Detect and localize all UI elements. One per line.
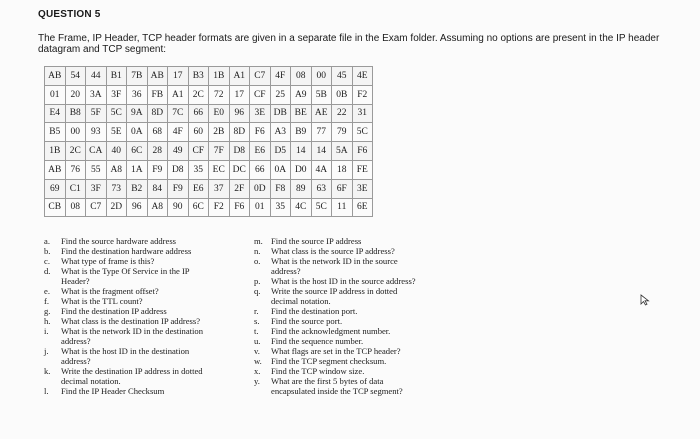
- question-label: [44, 376, 61, 386]
- question-label: g.: [44, 306, 51, 316]
- question-item: [254, 366, 504, 376]
- question-text: What is the network ID in the source: [271, 256, 398, 266]
- hex-cell: C7: [250, 67, 271, 86]
- question-label: [44, 276, 61, 286]
- question-label: y.: [254, 376, 260, 386]
- question-label: [254, 296, 271, 306]
- hex-cell: 5A: [332, 142, 353, 161]
- question-label: v.: [254, 346, 260, 356]
- hex-cell: 7F: [209, 142, 230, 161]
- hex-cell: E6: [250, 142, 271, 161]
- hex-cell: 2C: [65, 142, 86, 161]
- hex-cell: 3F: [106, 85, 127, 104]
- hex-cell: 37: [209, 179, 230, 198]
- hex-cell: 00: [311, 67, 332, 86]
- question-item: [254, 336, 504, 346]
- hex-cell: BE: [291, 104, 312, 123]
- hex-cell: 1B: [45, 142, 66, 161]
- hex-cell: 44: [86, 67, 107, 86]
- question-item: [44, 286, 259, 296]
- question-label: o.: [254, 256, 261, 266]
- hex-cell: 66: [188, 104, 209, 123]
- question-label: k.: [44, 366, 51, 376]
- question-item: [254, 386, 504, 396]
- question-item: [44, 296, 259, 306]
- hex-cell: CF: [250, 85, 271, 104]
- hex-cell: 31: [352, 104, 373, 123]
- question-text: What is the fragment offset?: [61, 286, 159, 296]
- hex-row: [45, 160, 373, 179]
- question-item: [254, 356, 504, 366]
- question-item: [254, 256, 504, 266]
- question-label: b.: [44, 246, 51, 256]
- question-label: x.: [254, 366, 261, 376]
- question-item: [44, 256, 259, 266]
- question-label: s.: [254, 316, 260, 326]
- question-item: [44, 306, 259, 316]
- hex-cell: B3: [188, 67, 209, 86]
- question-text: Find the source IP address: [271, 236, 362, 246]
- hex-cell: 6E: [352, 198, 373, 217]
- question-item: [44, 276, 259, 286]
- hex-cell: E4: [45, 104, 66, 123]
- hex-cell: 5C: [352, 123, 373, 142]
- question-item: [44, 386, 259, 396]
- hex-row: [45, 67, 373, 86]
- hex-cell: 79: [332, 123, 353, 142]
- hex-cell: 49: [168, 142, 189, 161]
- question-label: l.: [44, 386, 49, 396]
- hex-cell: 68: [147, 123, 168, 142]
- hex-cell: 17: [229, 85, 250, 104]
- hex-cell: F2: [352, 85, 373, 104]
- hex-cell: EC: [209, 160, 230, 179]
- question-text: What is the host ID in the source address?: [271, 276, 416, 286]
- question-item: [254, 246, 504, 256]
- question-text: Find the IP Header Checksum: [61, 386, 165, 396]
- hex-row: [45, 104, 373, 123]
- question-label: [44, 336, 61, 346]
- question-item: [254, 346, 504, 356]
- question-text: What is the TTL count?: [61, 296, 143, 306]
- hex-cell: 7C: [168, 104, 189, 123]
- hex-cell: 5B: [311, 85, 332, 104]
- hex-cell: 35: [188, 160, 209, 179]
- hex-cell: 5C: [106, 104, 127, 123]
- hex-cell: 66: [250, 160, 271, 179]
- hex-cell: B1: [106, 67, 127, 86]
- question-text: Write the source IP address in dotted: [271, 286, 398, 296]
- hex-cell: 63: [311, 179, 332, 198]
- hex-cell: 55: [86, 160, 107, 179]
- hex-cell: 3E: [250, 104, 271, 123]
- question-item: [44, 376, 259, 386]
- question-text: What type of frame is this?: [61, 256, 155, 266]
- hex-cell: 96: [229, 104, 250, 123]
- hex-cell: 89: [291, 179, 312, 198]
- question-heading: QUESTION 5: [38, 9, 101, 20]
- question-label: r.: [254, 306, 259, 316]
- question-label: j.: [44, 346, 49, 356]
- hex-cell: 2B: [209, 123, 230, 142]
- question-label: d.: [44, 266, 51, 276]
- hex-cell: F6: [250, 123, 271, 142]
- hex-cell: 40: [106, 142, 127, 161]
- hex-cell: 14: [291, 142, 312, 161]
- hex-cell: 6C: [127, 142, 148, 161]
- question-text: Find the TCP window size.: [271, 366, 365, 376]
- question-text: decimal notation.: [271, 296, 331, 306]
- question-label: w.: [254, 356, 262, 366]
- question-label: u.: [254, 336, 261, 346]
- hex-cell: 0B: [332, 85, 353, 104]
- question-label: [254, 386, 271, 396]
- hex-cell: 17: [168, 67, 189, 86]
- hex-cell: 0A: [270, 160, 291, 179]
- question-item: [44, 326, 259, 336]
- question-text: Find the destination port.: [271, 306, 358, 316]
- question-text: Find the source port.: [271, 316, 343, 326]
- question-item: [44, 236, 259, 246]
- question-item: [254, 306, 504, 316]
- hex-cell: 14: [311, 142, 332, 161]
- hex-cell: 01: [45, 85, 66, 104]
- hex-cell: D5: [270, 142, 291, 161]
- hex-cell: 3A: [86, 85, 107, 104]
- hex-cell: 3E: [352, 179, 373, 198]
- hex-cell: 8D: [229, 123, 250, 142]
- hex-cell: 08: [291, 67, 312, 86]
- question-label: f.: [44, 296, 50, 306]
- question-intro: [38, 33, 698, 55]
- hex-row: [45, 179, 373, 198]
- hex-cell: CB: [45, 198, 66, 217]
- hex-row: [45, 85, 373, 104]
- hex-cell: E6: [188, 179, 209, 198]
- hex-cell: A8: [106, 160, 127, 179]
- question-item: [44, 246, 259, 256]
- hex-cell: 4F: [168, 123, 189, 142]
- hex-cell: A3: [270, 123, 291, 142]
- question-text: What is the host ID in the destination: [61, 346, 190, 356]
- hex-cell: 2D: [106, 198, 127, 217]
- question-text: What class is the source IP address?: [271, 246, 395, 256]
- question-item: [254, 276, 504, 286]
- intro-line-1: The Frame, IP Header, TCP header formats are given in a separate file in the Exam folder. Assuming no options are present in the IP header: [38, 33, 660, 44]
- mouse-pointer-icon: [640, 294, 650, 306]
- hex-cell: D0: [291, 160, 312, 179]
- question-item: [254, 266, 504, 276]
- question-item: [254, 326, 504, 336]
- hex-cell: 45: [332, 67, 353, 86]
- hex-cell: F9: [168, 179, 189, 198]
- question-text: address?: [271, 266, 301, 276]
- hex-cell: B2: [127, 179, 148, 198]
- hex-cell: 36: [127, 85, 148, 104]
- hex-cell: F6: [352, 142, 373, 161]
- hex-cell: C1: [65, 179, 86, 198]
- question-text: encapsulated inside the TCP segment?: [271, 386, 403, 396]
- hex-cell: F9: [147, 160, 168, 179]
- hex-cell: 11: [332, 198, 353, 217]
- question-item: [44, 336, 259, 346]
- question-item: [44, 316, 259, 326]
- question-text: Find the destination hardware address: [61, 246, 192, 256]
- question-label: h.: [44, 316, 51, 326]
- question-item: [254, 236, 504, 246]
- hex-cell: F6: [229, 198, 250, 217]
- hex-cell: 6F: [332, 179, 353, 198]
- hex-cell: FE: [352, 160, 373, 179]
- question-label: [254, 266, 271, 276]
- question-text: address?: [61, 356, 91, 366]
- question-text: What class is the destination IP address?: [61, 316, 201, 326]
- hex-cell: 69: [45, 179, 66, 198]
- question-text: Find the source hardware address: [61, 236, 177, 246]
- hex-cell: 00: [65, 123, 86, 142]
- question-text: What are the first 5 bytes of data: [271, 376, 384, 386]
- hex-cell: 90: [168, 198, 189, 217]
- question-label: q.: [254, 286, 261, 296]
- hex-cell: B9: [291, 123, 312, 142]
- hex-cell: A1: [229, 67, 250, 86]
- question-item: [44, 346, 259, 356]
- question-label: n.: [254, 246, 261, 256]
- hex-cell: 77: [311, 123, 332, 142]
- question-text: Find the TCP segment checksum.: [271, 356, 387, 366]
- hex-cell: AE: [311, 104, 332, 123]
- intro-line-2: datagram and TCP segment:: [38, 44, 167, 55]
- question-label: a.: [44, 236, 50, 246]
- hex-cell: A9: [291, 85, 312, 104]
- hex-cell: A1: [168, 85, 189, 104]
- hex-cell: AB: [45, 160, 66, 179]
- question-item: [44, 366, 259, 376]
- hex-cell: 35: [270, 198, 291, 217]
- hex-cell: 25: [270, 85, 291, 104]
- question-item: [254, 376, 504, 386]
- question-text: Write the destination IP address in dotted: [61, 366, 203, 376]
- hex-cell: 5C: [311, 198, 332, 217]
- hex-cell: 54: [65, 67, 86, 86]
- hex-cell: 8D: [147, 104, 168, 123]
- hex-cell: 93: [86, 123, 107, 142]
- hex-cell: 4C: [291, 198, 312, 217]
- question-label: m.: [254, 236, 263, 246]
- question-item: [254, 296, 504, 306]
- hex-cell: 0D: [250, 179, 271, 198]
- hex-cell: AB: [45, 67, 66, 86]
- hex-cell: 0A: [127, 123, 148, 142]
- hex-cell: 08: [65, 198, 86, 217]
- questions-left-column: [44, 236, 259, 396]
- hex-cell: 7B: [127, 67, 148, 86]
- hex-cell: CF: [188, 142, 209, 161]
- hex-cell: 4F: [270, 67, 291, 86]
- question-label: t.: [254, 326, 259, 336]
- question-text: decimal notation.: [61, 376, 121, 386]
- hex-cell: 22: [332, 104, 353, 123]
- hex-dump-table: [44, 66, 373, 217]
- hex-cell: F2: [209, 198, 230, 217]
- hex-row: [45, 142, 373, 161]
- question-item: [44, 266, 259, 276]
- hex-cell: DC: [229, 160, 250, 179]
- question-text: Find the acknowledgment number.: [271, 326, 391, 336]
- hex-cell: AB: [147, 67, 168, 86]
- hex-cell: 72: [209, 85, 230, 104]
- question-item: [44, 356, 259, 366]
- hex-cell: 28: [147, 142, 168, 161]
- hex-cell: 96: [127, 198, 148, 217]
- hex-cell: 3F: [86, 179, 107, 198]
- question-text: What flags are set in the TCP header?: [271, 346, 401, 356]
- hex-row: [45, 198, 373, 217]
- hex-cell: 18: [332, 160, 353, 179]
- hex-cell: 9A: [127, 104, 148, 123]
- question-text: Header?: [61, 276, 90, 286]
- question-label: [44, 356, 61, 366]
- hex-cell: 73: [106, 179, 127, 198]
- hex-cell: D8: [168, 160, 189, 179]
- question-item: [254, 316, 504, 326]
- hex-cell: 01: [250, 198, 271, 217]
- question-label: e.: [44, 286, 50, 296]
- hex-cell: 2F: [229, 179, 250, 198]
- hex-cell: D8: [229, 142, 250, 161]
- hex-cell: 5F: [86, 104, 107, 123]
- hex-cell: 1A: [127, 160, 148, 179]
- question-text: Find the destination IP address: [61, 306, 167, 316]
- hex-cell: CA: [86, 142, 107, 161]
- hex-cell: E0: [209, 104, 230, 123]
- hex-cell: C7: [86, 198, 107, 217]
- hex-row: [45, 123, 373, 142]
- question-item: [254, 286, 504, 296]
- hex-cell: 60: [188, 123, 209, 142]
- hex-cell: 2C: [188, 85, 209, 104]
- hex-cell: F8: [270, 179, 291, 198]
- hex-cell: A8: [147, 198, 168, 217]
- question-text: What is the Type Of Service in the IP: [61, 266, 190, 276]
- question-text: address?: [61, 336, 91, 346]
- question-text: Find the sequence number.: [271, 336, 364, 346]
- question-label: c.: [44, 256, 50, 266]
- questions-right-column: [254, 236, 504, 396]
- hex-cell: 4A: [311, 160, 332, 179]
- question-text: What is the network ID in the destination: [61, 326, 204, 336]
- hex-cell: 84: [147, 179, 168, 198]
- hex-cell: DB: [270, 104, 291, 123]
- hex-cell: 6C: [188, 198, 209, 217]
- hex-cell: 1B: [209, 67, 230, 86]
- hex-cell: FB: [147, 85, 168, 104]
- question-label: i.: [44, 326, 49, 336]
- hex-cell: 76: [65, 160, 86, 179]
- hex-cell: 20: [65, 85, 86, 104]
- hex-cell: 5E: [106, 123, 127, 142]
- hex-cell: 4E: [352, 67, 373, 86]
- hex-cell: B8: [65, 104, 86, 123]
- hex-cell: B5: [45, 123, 66, 142]
- question-label: p.: [254, 276, 261, 286]
